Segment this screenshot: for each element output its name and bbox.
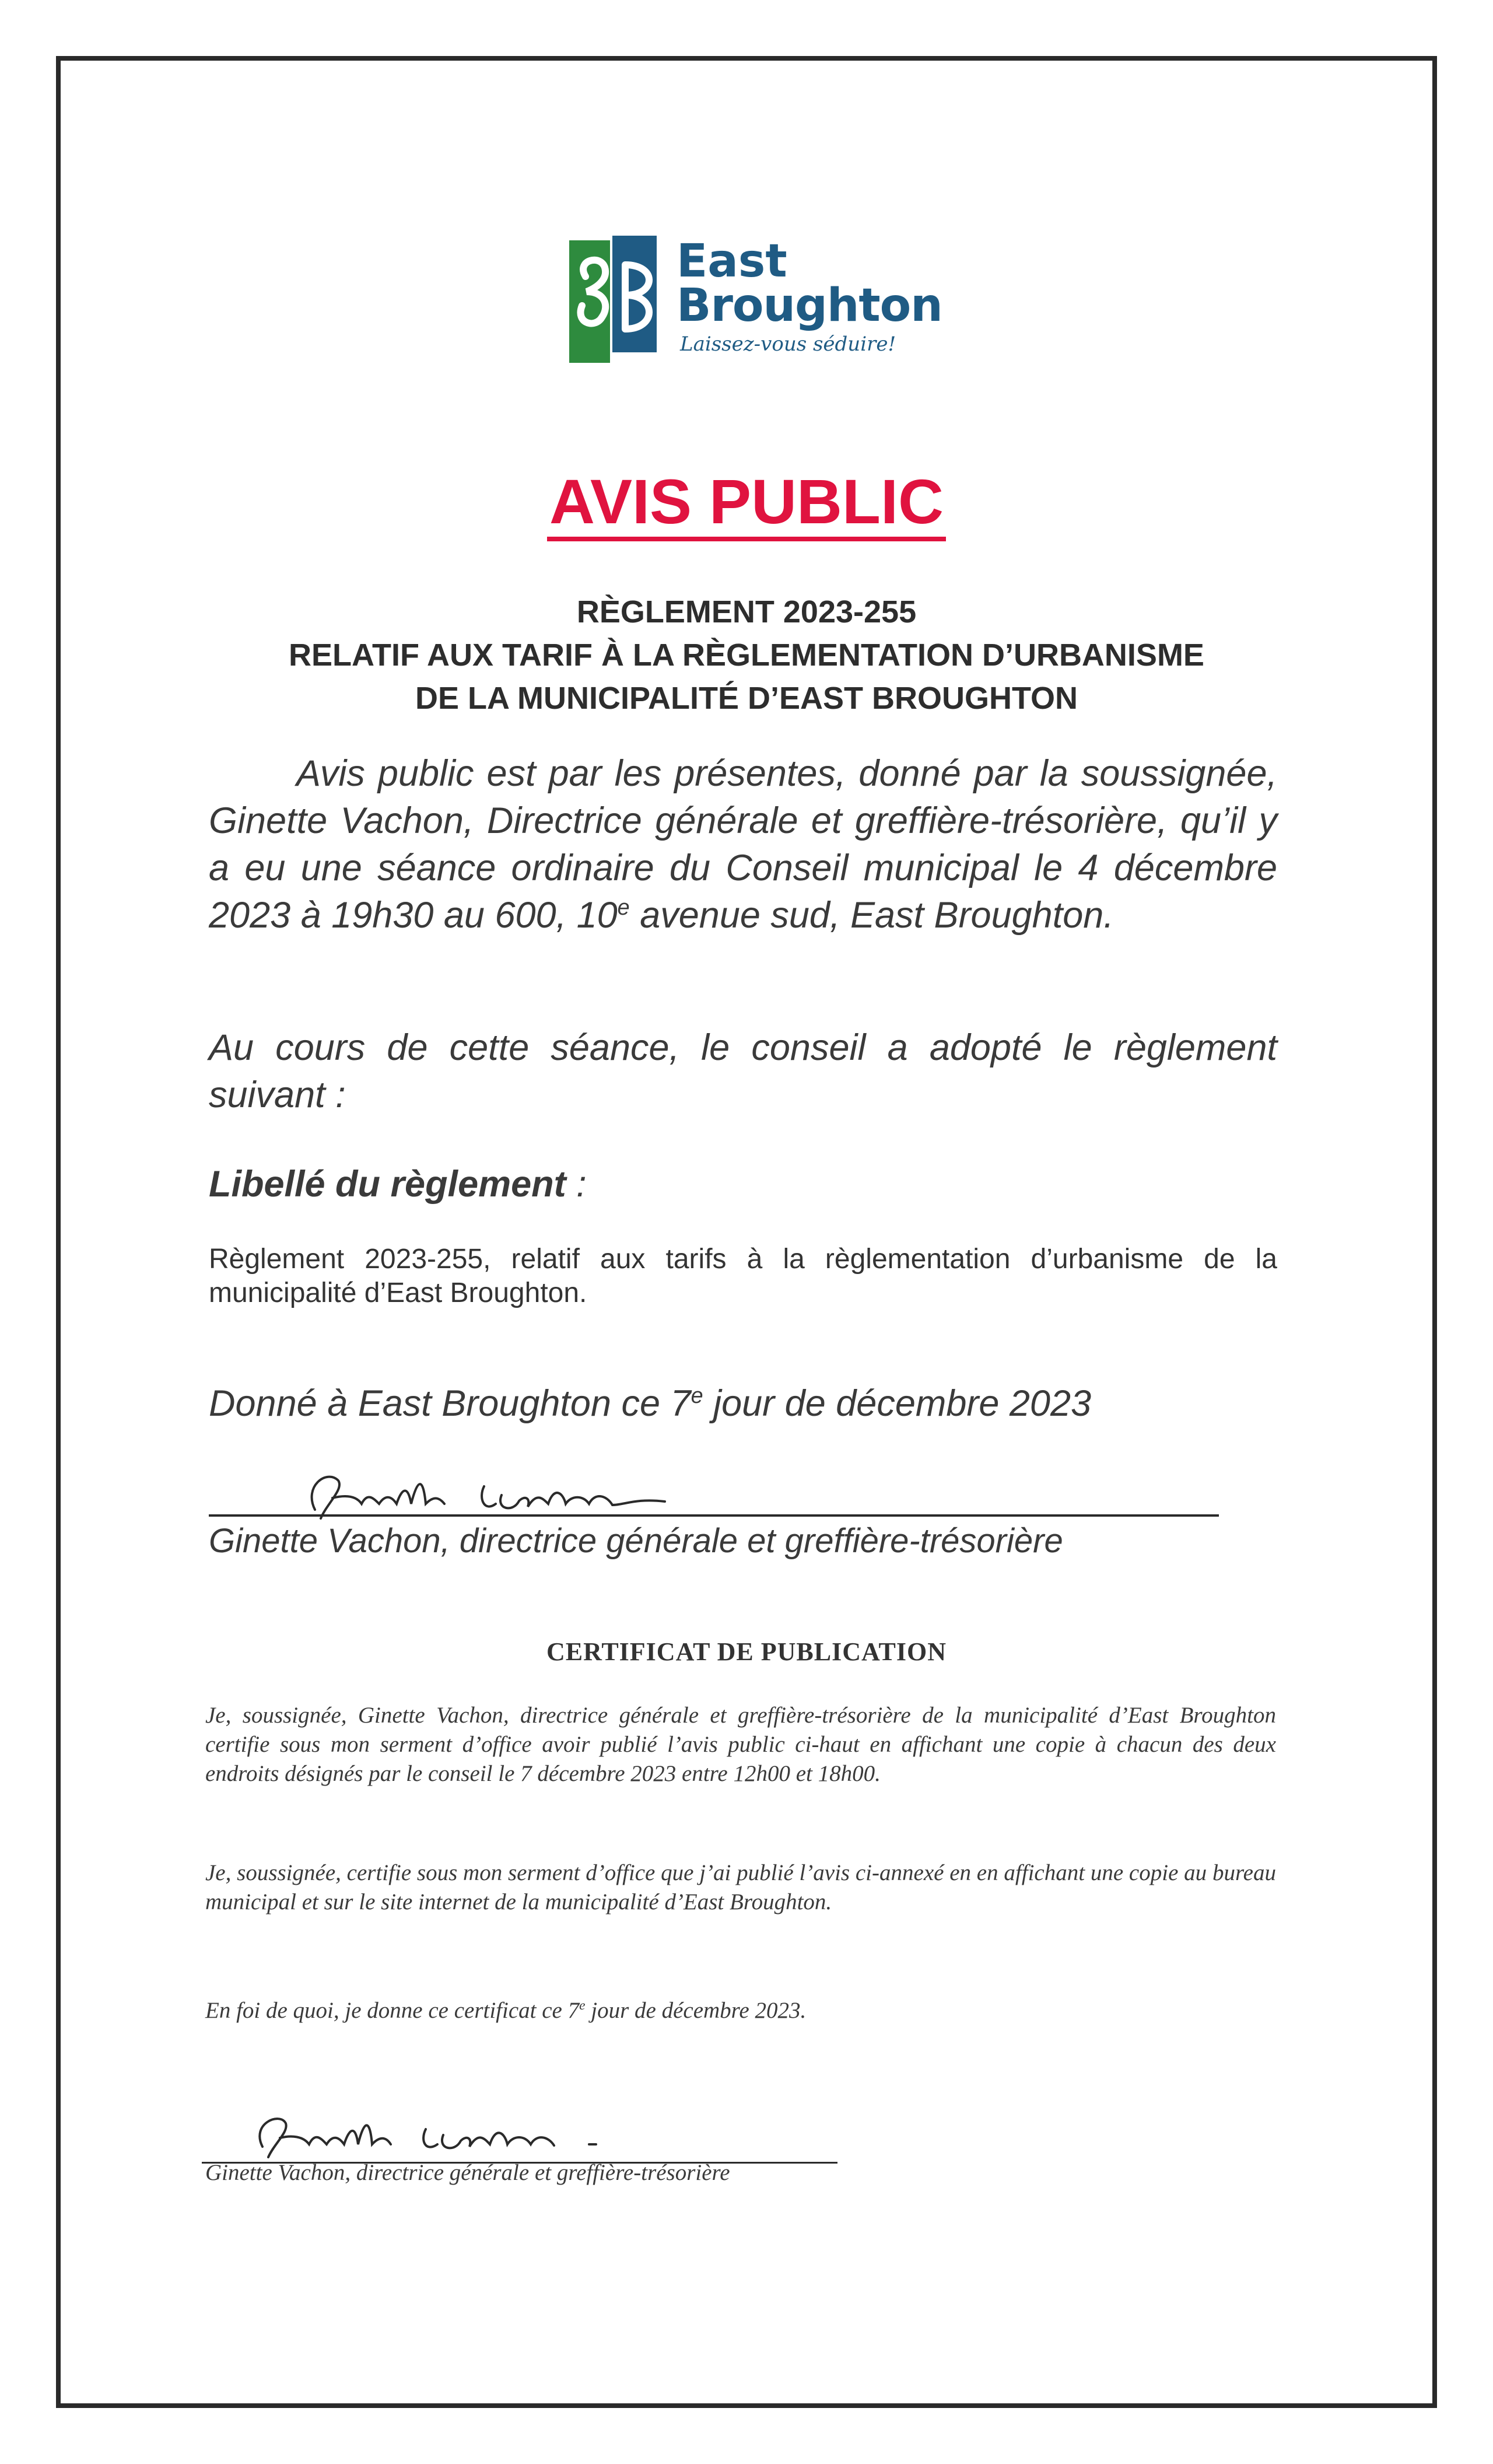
given-at-end: jour de décembre 2023 — [703, 1383, 1092, 1424]
signature-line — [209, 1514, 1219, 1517]
subtitle-line-3: DE LA MUNICIPALITÉ D’EAST BROUGHTON — [415, 681, 1078, 716]
reglement-description: Règlement 2023-255, relatif aux tarifs à la règlementation d’urbanisme de la municipalité d’East Broughton. — [209, 1244, 1277, 1308]
handwritten-signature — [292, 1463, 700, 1527]
notice-paragraph-1-text: Avis public est par les présentes, donné par la soussignée, Ginette Vachon, Directrice générale et greffière-trésorière, qu’il y a eu une séance ordinaire du Conseil municipal le 4 décembre 2023 à 19h30 au 600, 10 — [209, 753, 1277, 936]
notice-title-wrap — [0, 467, 1493, 541]
subtitle-line-2: RELATIF AUX TARIF À LA RÈGLEMENTATION D’URBANISME — [289, 638, 1204, 673]
logo-tagline: Laissez-vous séduire! — [680, 332, 896, 356]
certificate-paragraph-1: Je, soussignée, Ginette Vachon, directrice générale et greffière-trésorière de la municipalité d’East Broughton certifie sous mon serment d’office avoir publié l’avis public ci-haut en affichant une copie à chacun des deux endroits désignés par le conseil le 7 décembre 2023 entre 12h00 et 18h00. — [205, 1703, 1276, 1786]
handwritten-signature-2 — [245, 2106, 618, 2164]
east-broughton-logo-mark — [569, 236, 657, 364]
document-border — [56, 56, 1437, 2408]
municipality-logo — [569, 235, 942, 364]
libelle-colon: : — [566, 1164, 587, 1205]
logo-text-broughton: Broughton — [677, 279, 942, 332]
subtitle-line-1: RÈGLEMENT 2023-255 — [576, 594, 917, 629]
libelle-heading — [209, 1161, 1277, 1208]
certificate-title: CERTIFICAT DE PUBLICATION — [546, 1637, 947, 1666]
notice-paragraph-2: Au cours de cette séance, le conseil a adopté le règlement suivant : — [209, 1027, 1277, 1115]
given-at-line — [209, 1380, 1277, 1427]
certificate-signatory-name: Ginette Vachon, directrice générale et greffière-trésorière — [205, 2160, 730, 2185]
given-at-text: Donné à East Broughton ce 7 — [209, 1383, 691, 1424]
given-ordinal-superscript: e — [691, 1384, 703, 1408]
notice-paragraph-1-end: avenue sud, East Broughton. — [629, 895, 1114, 936]
certificate-paragraph-2: Je, soussignée, certifie sous mon serment d’office que j’ai publié l’avis ci-annexé en en affichant une copie au bureau municipal et sur le site internet de la municipalité d’East Broughton. — [205, 1860, 1276, 1915]
certificate-given-end: jour de décembre 2023. — [585, 1998, 807, 2023]
libelle-label: Libellé du règlement — [209, 1164, 566, 1205]
notice-paragraph-1 — [209, 750, 1277, 939]
certificate-given-text: En foi de quoi, je donne ce certificat ce 7 — [205, 1998, 580, 2023]
notice-title: AVIS PUBLIC — [547, 467, 946, 541]
certificate-given-line — [205, 1996, 1276, 2025]
certificate-ordinal-superscript: e — [579, 1998, 586, 2013]
signatory-name: Ginette Vachon, directrice générale et greffière-trésorière — [209, 1522, 1063, 1560]
ordinal-superscript: e — [617, 895, 630, 920]
logo-text-east: East — [677, 235, 787, 288]
